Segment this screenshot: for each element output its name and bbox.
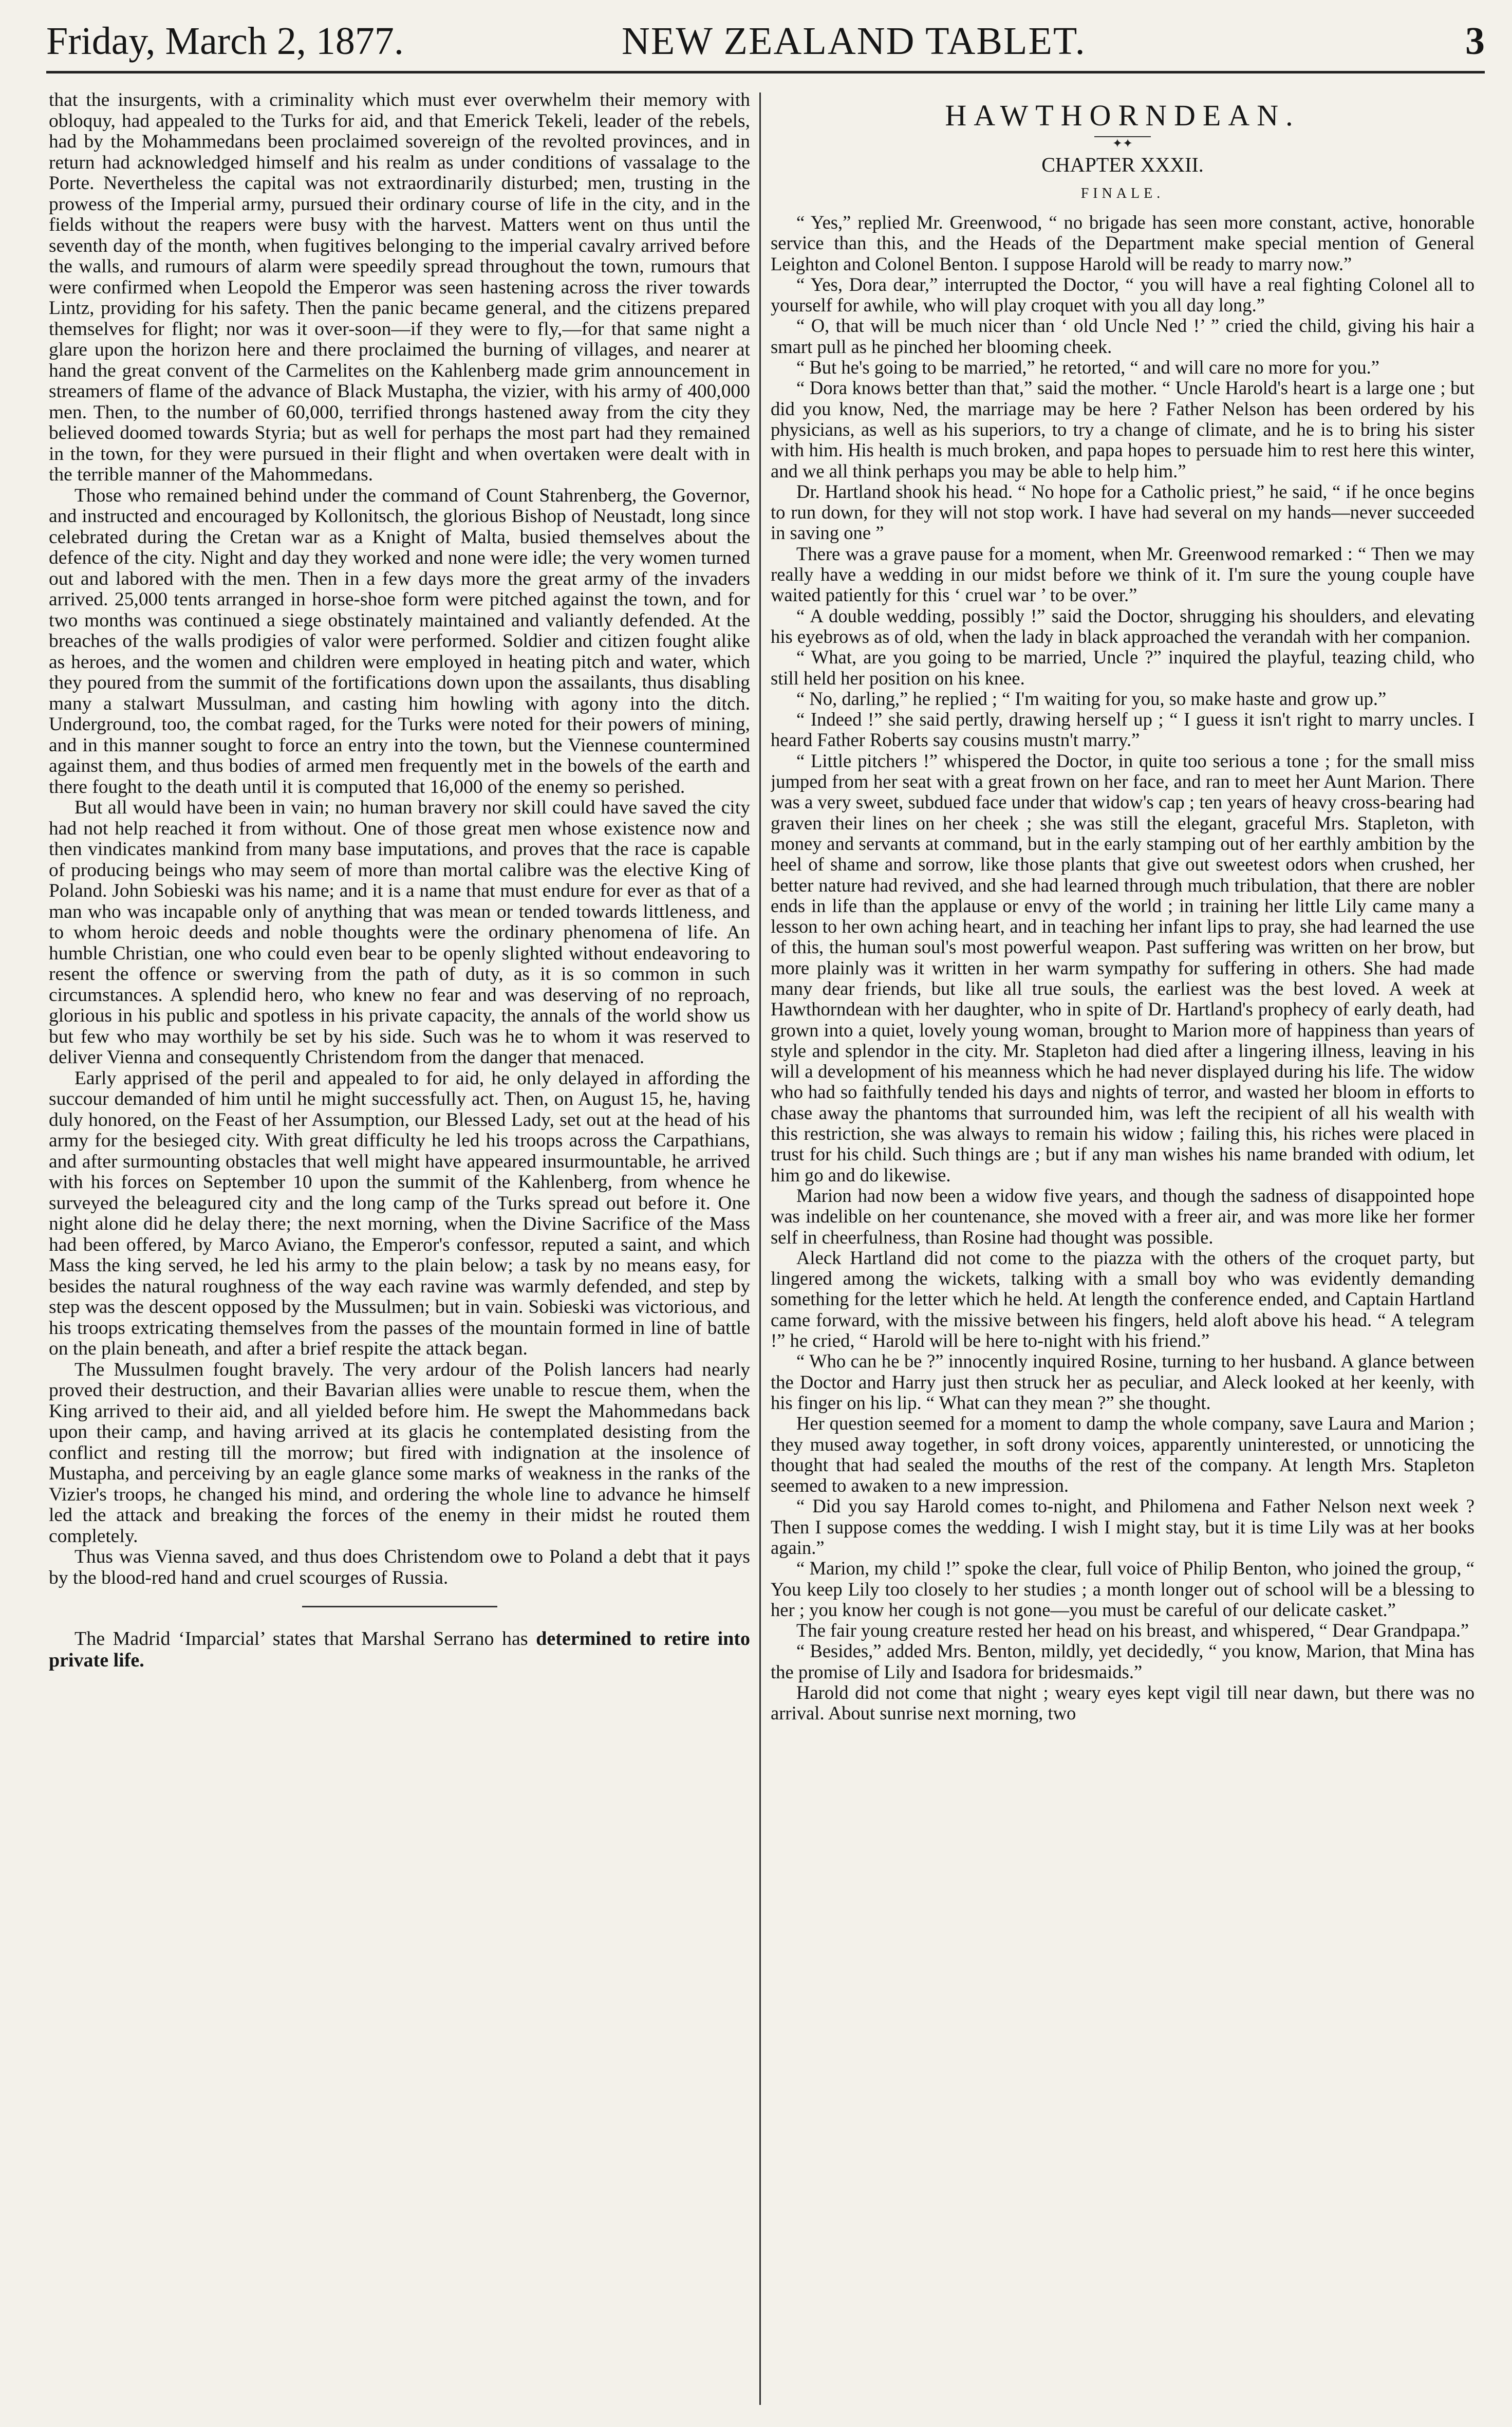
story-paragraph: “ But he's going to be married,” he retorted, “ and will care no more for you.” (796, 357, 1380, 378)
article-paragraph: But all would have been in vain; no human bravery nor skill could have saved the city had not help reached it from without. One of those great men whose existence now and then vindicates mankind from many base imputations, and proves that the race is capable of producing beings who may seem of more than mortal calibre was the elective King of Poland. John Sobieski was his name; and it is a name that must endure for ever as that of a man who was incapable only of anything that was mean or tended towards littleness, and to whom heroic deeds and noble thoughts were the ordinary phenomena of life. An humble Christian, one who could even bear to be openly slighted without endeavoring to resent the offence or swerving from the path of duty, as it is so common in such circumstances. A splendid hero, who knew no fear and was deserving of no reproach, glorious in his public and spotless in his private capacity, the annals of the world show us but few who may worthily be set by his side. Such was he to whom it was reserved to deliver Vienna and consequently Christendom from the danger that menaced. (49, 797, 750, 1068)
news-notice (49, 1628, 750, 1671)
story-paragraph: Dr. Hartland shook his head. “ No hope for a Catholic priest,” he said, “ if he once begins to run down, for they will not stop work. I have had several on my hands—never succeeded in saving one ” (771, 480, 1474, 544)
section-divider (302, 1606, 497, 1607)
story-paragraph: “ A double wedding, possibly !” said the Doctor, shrugging his shoulders, and elevating his eyebrows as of old, when the lady in black approached the verandah with her companion. (771, 605, 1474, 647)
story-paragraph: “ No, darling,” he replied ; “ I'm waiting for you, so make haste and grow up.” (796, 688, 1387, 709)
masthead (46, 9, 1485, 73)
story-paragraph: “ Dora knows better than that,” said the mother. “ Uncle Harold's heart is a large one ; but did you know, Ned, the marriage may be here ? Father Nelson has been ordered by his physicians, as well as his superiors, to try a change of climate, and he is to bring his sister with him. His health is much broken, and papa hopes to persuade him to rest here this winter, and we all think perhaps you may be able to help him.” (771, 377, 1474, 481)
article-paragraph: The Mussulmen fought bravely. The very ardour of the Polish lancers had nearly proved their destruction, and their Bavarian allies were unable to rescue them, when the King arrived to their aid, and all yielded before him. He swept the Mahommedans back upon their camp, and having arrived at its glacis he contemplated desisting from the conflict and resting till the morrow; but fired with indignation at the insolence of Mustapha, and perceiving by an eagle glance some marks of weakness in the ranks of the Vizier's troops, he changed his mind, and ordering the whole line to advance he himself led the attack and breaking the forces of the enemy in their midst he routed them completely. (49, 1359, 750, 1547)
chapter-subtitle: FINALE. (1080, 186, 1165, 201)
right-column (771, 90, 1474, 2413)
story-paragraph: Marion had now been a widow five years, and though the sadness of disappointed hope was indelible on her countenance, she moved with a freer air, and was more like her former self in cheerfulness, than Rosine had thought was possible. (771, 1184, 1474, 1248)
notice-text: The Madrid ‘Imparcial’ states that Marshal Serrano has (74, 1628, 528, 1650)
story-paragraph: “ Yes, Dora dear,” interrupted the Doctor, “ you will have a real fighting Colonel all to yourself for awhile, who will play croquet with you all day long.” (771, 273, 1474, 316)
issue-date: Friday, March 2, 1877. (46, 20, 404, 63)
story-paragraph: “ Yes,” replied Mr. Greenwood, “ no brigade has seen more constant, active, honorable service than this, and the Heads of the Department make special mention of General Leighton and Colonel Benton. I suppose Harold will be ready to marry now.” (771, 212, 1474, 274)
newspaper-title: NEW ZEALAND TABLET. (622, 20, 1086, 63)
article-paragraph: that the insurgents, with a criminality which must ever overwhelm their memory with obloquy, had appealed to the Turks for aid, and that Emerick Tekeli, leader of the rebels, had by the Mohammedans been proclaimed sovereign of the revolted provinces, and in return had acknowledged himself and his realm as under conditions of vassalage to the Porte. Nevertheless the capital was not extraordinarily disturbed; men, trusting in the prowess of the Imperial army, pursued their ordinary course of life in the city, and in the fields without the reapers were busy with the harvest. Matters went on thus until the seventh day of the month, when fugitives belonging to the imperial cavalry arrived before the walls, and rumours of alarm were speedily spread throughout the town, rumours that were confirmed when Leopold the Emperor was seen hastening across the river towards Lintz, providing for his safety. Then the panic became general, and the citizens prepared themselves for flight; nor was it over-soon—if they were to fly,—for that same night a glare upon the horizon here and there proclaimed the burning of villages, and nearer at hand the great convent of the Carmelites on the Kahlenberg made grim announcement in streamers of flame of the advance of Black Mustapha, the vizier, with his army of 400,000 men. Then, to the number of 60,000, terrified throngs hastened away from the city they believed doomed towards Styria; but as well for perhaps the most part had they remained in the town, for they were pursued in their flight and when overtaken were dealt with in the terrible manner of the Mahommedans. (49, 90, 750, 485)
story-paragraph: Harold did not come that night ; weary eyes kept vigil till near dawn, but there was no arrival. About sunrise next morning, two (771, 1682, 1474, 1724)
article-paragraph: Thus was Vienna saved, and thus does Christendom owe to Poland a debt that it pays by the blood-red hand and cruel scourges of Russia. (49, 1546, 750, 1588)
story-paragraph: Aleck Hartland did not come to the piazza with the others of the croquet party, but lingered among the wickets, talking with a small boy who was evidently demanding something for the letter which he held. At length the conference ended, and Captain Hartland came forward, with the missive between his fingers, held aloft above his head. “ A telegram !” he cried, “ Harold will be here to-night with his friend.” (771, 1247, 1474, 1351)
article-paragraph: Those who remained behind under the command of Count Stahrenberg, the Governor, and instructed and encouraged by Kollonitsch, the glorious Bishop of Neustadt, long since celebrated during the Cretan war as a Knight of Malta, busied themselves about the defence of the city. Night and day they worked and none were idle; the very women turned out and labored with the men. Then in a few days more the great army of the invaders arrived. 25,000 tents arranged in horse-shoe form were pitched against the town, and for two months was continued a siege obstinately maintained and valiantly defended. At the breaches of the walls prodigies of valor were performed. Soldier and citizen fought alike as heroes, and the women and children were employed in heating pitch and water, which they poured from the summit of the fortifications down upon the assailants, thus disabling many a stalwart Mussulman, and casting him howling with agony into the ditch. Underground, too, the combat raged, for the Turks were noted for their powers of mining, and in this manner sought to force an entry into the town, but the Viennese countermined against them, and thus bodies of armed men frequently met in the bowels of the earth and there fought to the death until it is computed that 16,000 of the enemy so perished. (49, 485, 750, 798)
ornament-divider: ✦✦ (1094, 136, 1151, 151)
story-paragraph: The fair young creature rested her head on his breast, and whispered, “ Dear Grandpapa.” (796, 1620, 1469, 1641)
story-paragraph: Her question seemed for a moment to damp the whole company, save Laura and Marion ; they mused away together, in soft drony voices, apparently uninterested, or unnoticing the thought that had sealed the mouths of the rest of the company. At length Mrs. Stapleton seemed to awaken to a new impression. (771, 1413, 1474, 1496)
story-paragraph: There was a grave pause for a moment, when Mr. Greenwood remarked : “ Then we may really have a wedding in our midst before we think of it. I'm sure the young couple have waited patiently for this ‘ cruel war ’ to be over.” (771, 543, 1474, 606)
story-paragraph: “ Indeed !” she said pertly, drawing herself up ; “ I guess it isn't right to marry uncles. I heard Father Roberts say cousins mustn't marry.” (771, 709, 1474, 751)
story-paragraph: “ Marion, my child !” spoke the clear, full voice of Philip Benton, who joined the group, “ You keep Lily too closely to her studies ; a month longer out of school will be a blessing to her ; you know her cough is not gone—you must be careful of our delicate casket.” (771, 1558, 1474, 1620)
article-paragraph: Early apprised of the peril and appealed to for aid, he only delayed in affording the succour demanded of him until he might successfully act. Then, on August 15, he, having duly honored, on the Feast of her Assumption, our Blessed Lady, set out at the head of his army for the besieged city. With great difficulty he led his troops across the Carpathians, and after surmounting obstacles that well might have appeared insurmountable, he arrived with his forces on September 10 upon the summit of the Kahlenberg, from whence he surveyed the beleagured city and the long camp of the Turks spread out before it. One night alone did he delay there; the next morning, when the Divine Sacrifice of the Mass had been offered, by Marco Aviano, the Emperor's confessor, reputed a saint, and which Mass the king served, he led his army to the plain below; a task by no means easy, for besides the natural roughness of the way each ravine was warmly defended, and step by step was the descent opposed by the Mussulmen; but in vain. Sobieski was victorious, and his troops extricating themselves from the passes of the mountain formed in line of battle on the plain beneath, and after a brief respite the attack began. (49, 1067, 750, 1359)
story-title: HAWTHORNDEAN. (945, 99, 1300, 132)
story-paragraph: “ Did you say Harold comes to-night, and Philomena and Father Nelson next week ? Then I suppose comes the wedding. I wish I might stay, but it is time Lily was at her books again.” (771, 1495, 1474, 1558)
story-paragraph: “ O, that will be much nicer than ‘ old Uncle Ned !’ ” cried the child, giving his hair a smart pull as he pinched her blooming cheek. (771, 315, 1474, 357)
story-paragraph: “ Who can he be ?” innocently inquired Rosine, turning to her husband. A glance between the Doctor and Harry just then struck her as peculiar, and Aleck looked at her keenly, with his finger on his lip. “ What can they mean ?” she thought. (771, 1350, 1474, 1413)
story-paragraph: “ Besides,” added Mrs. Benton, mildly, yet decidedly, “ you know, Marion, that Mina has the promise of Lily and Isadora for bridesmaids.” (771, 1640, 1474, 1682)
left-column (49, 90, 750, 2413)
story-paragraph: “ Little pitchers !” whispered the Doctor, in quite too serious a tone ; for the small miss jumped from her seat with a great frown on her face, and ran to meet her Aunt Marion. There was a very sweet, subdued face under that widow's cap ; ten years of heavy cross-bearing had graven their lines on her cheek ; she was still the elegant, graceful Mrs. Stapleton, with money and servants at command, but in the early stamping out of her earthly ambition by the heel of shame and sorrow, like those plants that give out sweetest odors when crushed, her better nature had revived, and she had learned through much tribulation, that there are nobler ends in life than the applause or envy of the world ; in training her little Lily came many a lesson to her own aching heart, and in teaching her infant lips to pray, she had learned the use of this, the human soul's most powerful weapon. Past suffering was written on her brow, but more plainly was it written in her warm sympathy for suffering in others. She had made many dear friends, but like all true souls, the earliest was the best loved. A week at Hawthorndean with her daughter, who in spite of Dr. Hartland's prophecy of early death, had grown into a quiet, lovely young woman, brought to Marion more of happiness than years of style and splendor in the city. Mr. Stapleton had died after a lingering illness, leaving in his will a development of his meanness which he had never displayed during his life. The widow who had so faithfully tended his days and nights of terror, and wasted her bloom in efforts to chase away the phantoms that surrounded him, was left the recipient of all his wealth with this restriction, she was always to remain his widow ; failing this, his riches were placed in trust for his child. Such things are ; but if any man wishes his name branded with odium, let him go and do likewise. (771, 750, 1474, 1185)
page-number: 3 (1465, 20, 1485, 63)
story-paragraph: “ What, are you going to be married, Uncle ?” inquired the playful, teazing child, who still held her position on his knee. (771, 646, 1474, 689)
column-divider (759, 92, 761, 2405)
chapter-heading: CHAPTER XXXII. (1041, 153, 1204, 176)
notice-bold-text: determined to retire into private life. (49, 1628, 750, 1671)
